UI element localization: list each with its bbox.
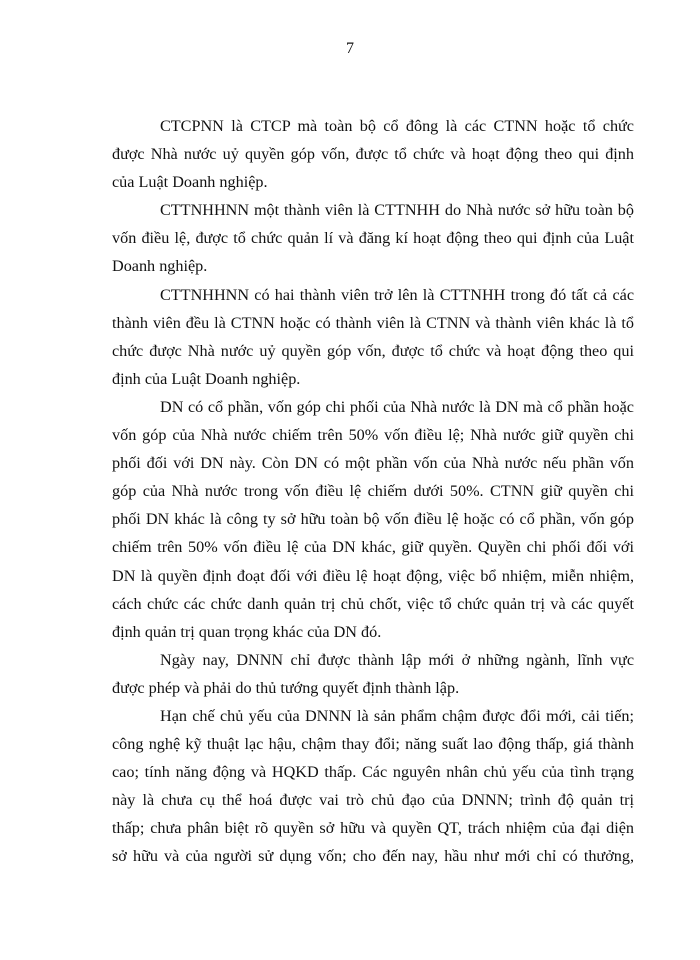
text-line: CTTNHHNN có hai thành viên trở lên là CTTNHH trong đó tất cả các [160,285,634,304]
text-line: được phép và phải do thủ tướng quyết định thành lập. [112,678,460,697]
text-line: Ngày nay, DNNN chỉ được thành lập mới ở những ngành, lĩnh vực [160,650,634,669]
text-line: được Nhà nước uỷ quyền góp vốn, được tổ chức và hoạt động theo qui định [112,145,634,164]
text-line: góp của Nhà nước trong vốn điều lệ chiếm dưới 50%. CTNN giữ quyền chi [112,482,634,501]
text-line: DN là quyền định đoạt đối với điều lệ hoạt động, việc bổ nhiệm, miễn nhiệm, [112,566,634,585]
text-line: định quản trị quan trọng khác của DN đó. [112,622,382,641]
text-line: vốn góp của Nhà nước chiếm trên 50% vốn điều lệ; Nhà nước giữ quyền chi [112,426,634,445]
paragraph [112,196,634,280]
text-line: Doanh nghiệp. [112,257,208,276]
text-line: sở hữu và của người sử dụng vốn; cho đến nay, hầu như mới chỉ có thưởng, [112,847,634,866]
page-number: 7 [346,40,354,57]
document-body [112,112,634,871]
paragraph [112,281,634,393]
text-line: cách chức các chức danh quản trị chủ chốt, việc tổ chức quản trị và các quyết [112,594,634,613]
text-line: chức được Nhà nước uỷ quyền góp vốn, được tổ chức và hoạt động theo qui [112,341,634,360]
text-line: CTTNHHNN một thành viên là CTTNHH do Nhà nước sở hữu toàn bộ [160,201,634,220]
paragraph [112,112,634,196]
text-line: thành viên đều là CTNN hoặc có thành viên là CTNN và thành viên khác là tổ [112,313,634,332]
text-line: CTCPNN là CTCP mà toàn bộ cổ đông là các CTNN hoặc tổ chức [160,117,634,135]
text-line: vốn điều lệ, được tổ chức quản lí và đăng kí hoạt động theo qui định của Luật [112,229,634,248]
text-line: chiếm trên 50% vốn điều lệ của DN khác, giữ quyền. Quyền chi phối đối với [112,538,634,557]
text-line: định của Luật Doanh nghiệp. [112,369,301,388]
paragraph [112,646,634,702]
text-line: thấp; chưa phân biệt rõ quyền sở hữu và quyền QT, trách nhiệm của đại diện [112,819,634,838]
text-line: cao; tính năng động và HQKD thấp. Các nguyên nhân chủ yếu của tình trạng [112,763,634,782]
paragraph [112,393,634,646]
text-line: này là chưa cụ thể hoá được vai trò chủ đạo của DNNN; trình độ quản trị [112,791,634,810]
text-line: phối DN khác là công ty sở hữu toàn bộ vốn điều lệ hoặc có cổ phần, vốn góp [112,510,634,529]
text-line: công nghệ kỹ thuật lạc hậu, chậm thay đổi; năng suất lao động thấp, giá thành [112,735,634,754]
text-line: phối đối với DN này. Còn DN có một phần vốn của Nhà nước nếu phần vốn [112,454,634,473]
paragraph [112,702,634,871]
text-line: Hạn chế chủ yếu của DNNN là sản phẩm chậm được đổi mới, cải tiến; [160,706,634,725]
text-line: DN có cổ phần, vốn góp chi phối của Nhà nước là DN mà cổ phần hoặc [160,397,634,416]
text-line: của Luật Doanh nghiệp. [112,173,268,192]
